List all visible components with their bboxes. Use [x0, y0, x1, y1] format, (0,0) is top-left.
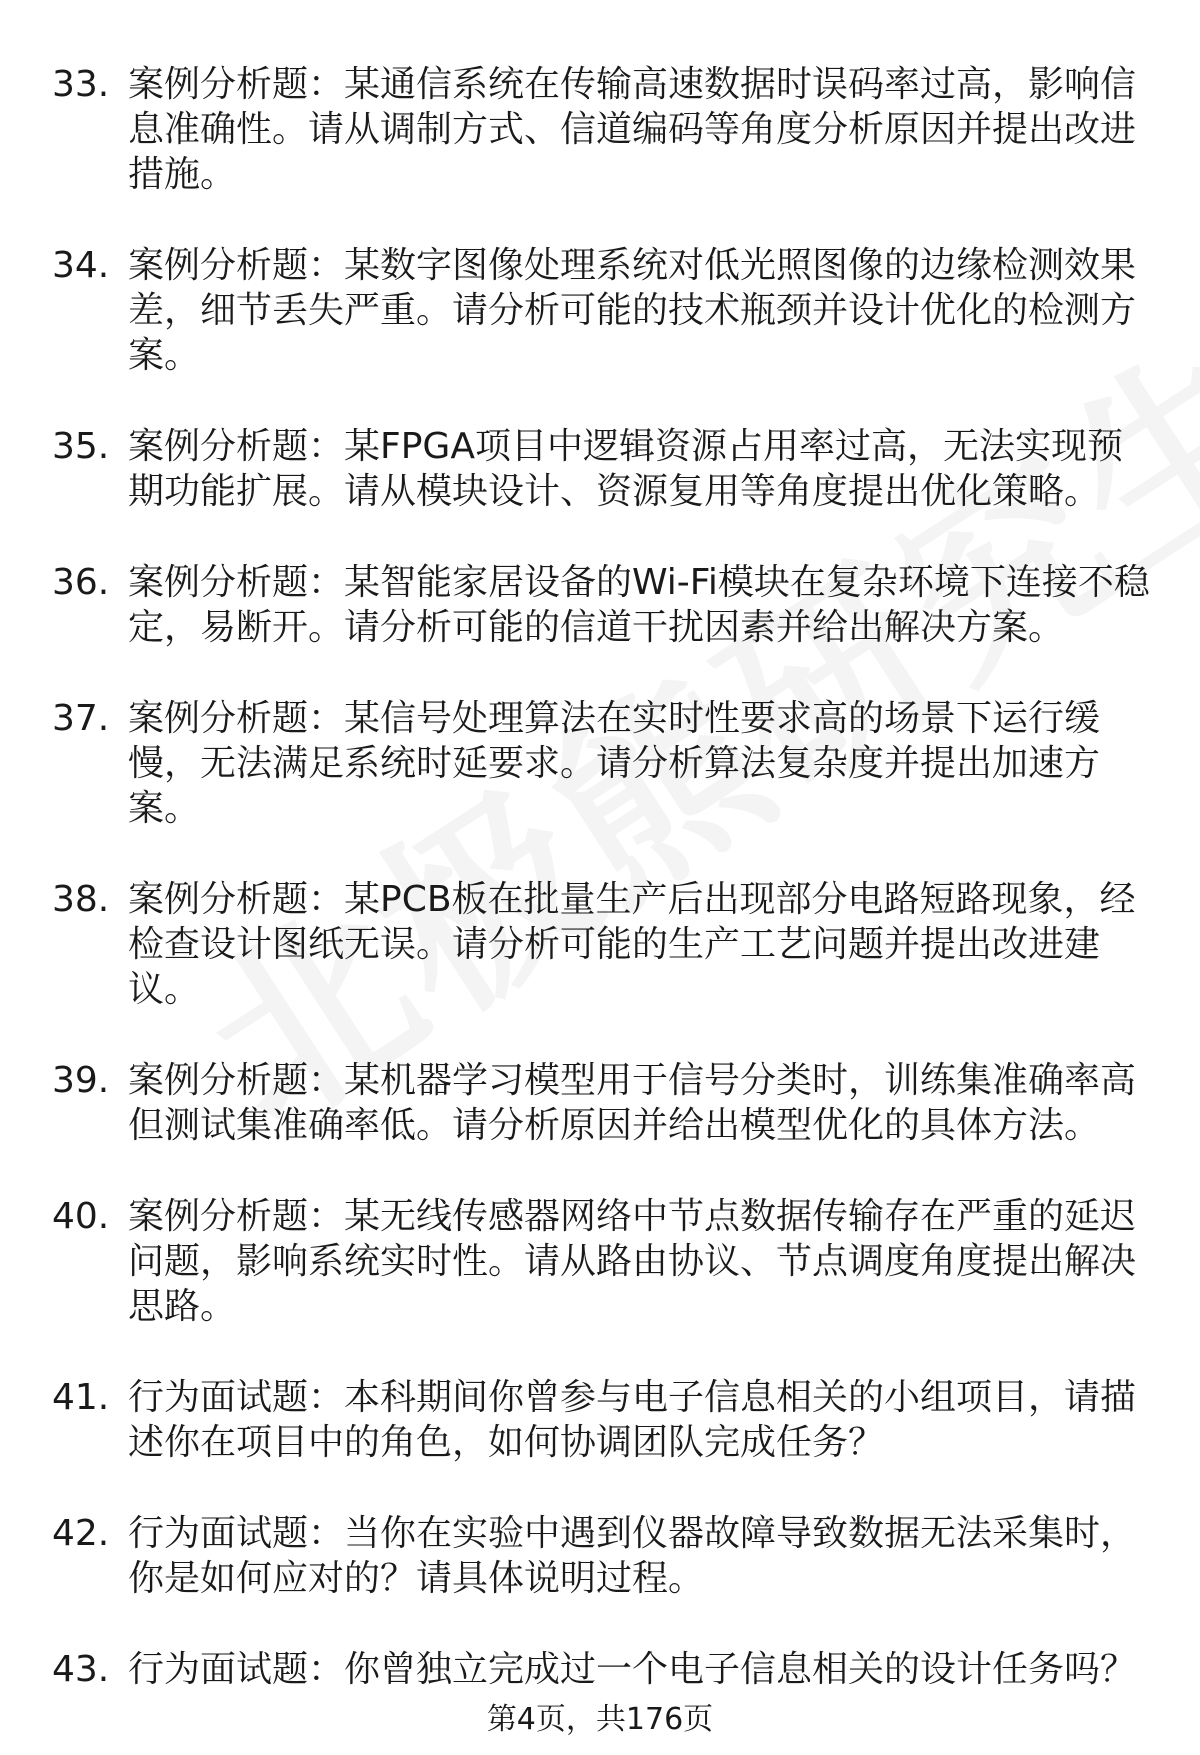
question-text: 案例分析题：某数字图像处理系统对低光照图像的边缘检测效果差，细节丢失严重。请分析可能的技术瓶颈并设计优化的检测方案。 — [128, 245, 1137, 376]
question-item — [0, 696, 1200, 877]
question-item — [0, 877, 1200, 1058]
question-item — [0, 1194, 1200, 1375]
question-number: 39. — [52, 1060, 110, 1101]
question-item — [0, 560, 1200, 696]
page-footer: 第4页，共176页 — [486, 1702, 714, 1737]
question-number: 34. — [52, 245, 110, 286]
question-item — [0, 424, 1200, 560]
question-number: 35. — [52, 426, 110, 467]
question-number: 33. — [52, 64, 110, 105]
question-text: 案例分析题：某机器学习模型用于信号分类时，训练集准确率高但测试集准确率低。请分析原因并给出模型优化的具体方法。 — [128, 1060, 1137, 1146]
question-item — [0, 1511, 1200, 1647]
question-text: 案例分析题：某信号处理算法在实时性要求高的场景下运行缓慢，无法满足系统时延要求。请分析算法复杂度并提出加速方案。 — [128, 698, 1101, 829]
question-item — [0, 62, 1200, 243]
question-number: 38. — [52, 879, 110, 920]
question-text: 行为面试题：当你在实验中遇到仪器故障导致数据无法采集时，你是如何应对的？请具体说明过程。 — [128, 1513, 1137, 1599]
question-text: 案例分析题：某PCB板在批量生产后出现部分电路短路现象，经检查设计图纸无误。请分析可能的生产工艺问题并提出改进建议。 — [128, 879, 1136, 1010]
question-number: 41. — [52, 1377, 110, 1418]
question-number: 42. — [52, 1513, 110, 1554]
question-item — [0, 1375, 1200, 1511]
question-list — [0, 62, 1200, 1755]
question-text: 行为面试题：你曾独立完成过一个电子信息相关的设计任务吗？ — [128, 1649, 1137, 1690]
question-item — [0, 243, 1200, 424]
question-text: 案例分析题：某通信系统在传输高速数据时误码率过高，影响信息准确性。请从调制方式、信道编码等角度分析原因并提出改进措施。 — [128, 64, 1137, 195]
question-text: 案例分析题：某FPGA项目中逻辑资源占用率过高，无法实现预期功能扩展。请从模块设计、资源复用等角度提出优化策略。 — [128, 426, 1123, 512]
question-item — [0, 1058, 1200, 1194]
question-text: 行为面试题：本科期间你曾参与电子信息相关的小组项目，请描述你在项目中的角色，如何协调团队完成任务？ — [128, 1377, 1137, 1463]
question-number: 36. — [52, 562, 110, 603]
question-number: 40. — [52, 1196, 110, 1237]
question-text: 案例分析题：某无线传感器网络中节点数据传输存在严重的延迟问题，影响系统实时性。请从路由协议、节点调度角度提出解决思路。 — [128, 1196, 1137, 1327]
question-number: 37. — [52, 698, 110, 739]
question-text: 案例分析题：某智能家居设备的Wi-Fi模块在复杂环境下连接不稳定，易断开。请分析可能的信道干扰因素并给出解决方案。 — [128, 562, 1150, 648]
question-number: 43. — [52, 1649, 110, 1690]
